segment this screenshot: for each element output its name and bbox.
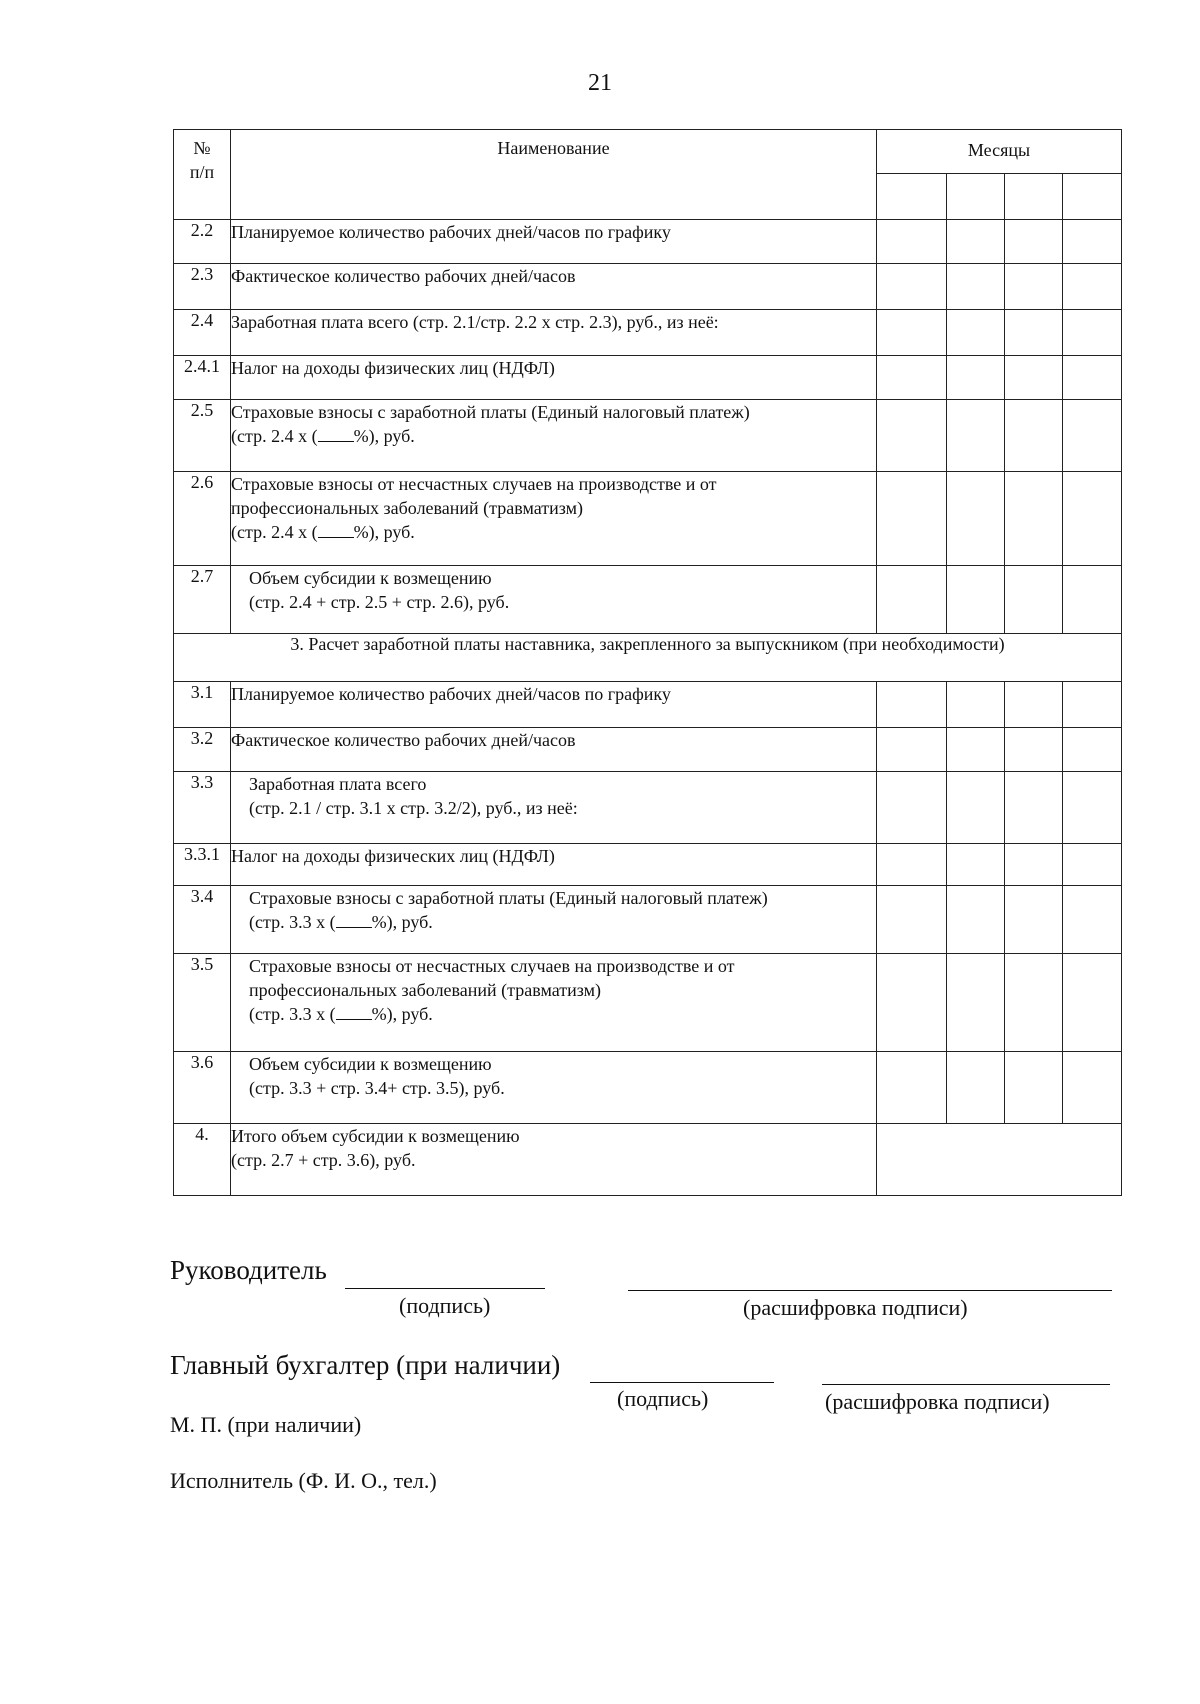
month-value-cell[interactable] bbox=[1005, 886, 1063, 954]
month-value-cell[interactable] bbox=[1063, 728, 1122, 772]
row-name-line: Объем субсидии к возмещению bbox=[249, 568, 492, 588]
month-value-cell[interactable] bbox=[947, 728, 1005, 772]
month-value-cell[interactable] bbox=[1005, 844, 1063, 886]
month-value-cell[interactable] bbox=[1063, 220, 1122, 264]
month-value-cell[interactable] bbox=[947, 472, 1005, 566]
formula-suffix: %), руб. bbox=[353, 522, 415, 542]
row-name-line: Заработная плата всего bbox=[249, 774, 427, 794]
month-value-cell[interactable] bbox=[1005, 356, 1063, 400]
month-value-cell[interactable] bbox=[1005, 264, 1063, 310]
head-decoding-line[interactable] bbox=[628, 1290, 1112, 1291]
month-value-cell[interactable] bbox=[947, 682, 1005, 728]
month-value-cell[interactable] bbox=[877, 220, 947, 264]
row-name bbox=[231, 728, 877, 772]
row-number: 3.4 bbox=[174, 886, 231, 954]
row-name-line: профессиональных заболеваний (травматизм) bbox=[249, 980, 601, 1000]
row-name-line: профессиональных заболеваний (травматизм) bbox=[231, 498, 583, 518]
executor-label: Исполнитель (Ф. И. О., тел.) bbox=[170, 1468, 437, 1493]
section-heading-row bbox=[174, 634, 1122, 682]
month-value-cell[interactable] bbox=[1063, 310, 1122, 356]
row-name-line: (стр. 2.4 + стр. 2.5 + стр. 2.6), руб. bbox=[249, 592, 510, 612]
month-value-cell[interactable] bbox=[1005, 220, 1063, 264]
month-value-cell[interactable] bbox=[947, 220, 1005, 264]
month-value-cell[interactable] bbox=[1063, 472, 1122, 566]
head-label: Руководитель bbox=[170, 1255, 327, 1285]
row-name-line: Планируемое количество рабочих дней/часов по графику bbox=[231, 684, 671, 704]
month-value-cell[interactable] bbox=[877, 566, 947, 634]
row-name-line: (стр. 3.3 + стр. 3.4+ стр. 3.5), руб. bbox=[249, 1078, 505, 1098]
row-number: 3.1 bbox=[174, 682, 231, 728]
row-name bbox=[231, 954, 877, 1052]
row-number: 3.6 bbox=[174, 1052, 231, 1124]
month-value-cell[interactable] bbox=[1063, 1052, 1122, 1124]
row-name bbox=[231, 356, 877, 400]
row-name-line: Объем субсидии к возмещению bbox=[249, 1054, 492, 1074]
row-formula-line bbox=[231, 424, 876, 448]
month-value-cell[interactable] bbox=[1005, 1052, 1063, 1124]
month-value-cell[interactable] bbox=[947, 400, 1005, 472]
month-value-cell[interactable] bbox=[947, 1052, 1005, 1124]
month-value-cell[interactable] bbox=[877, 400, 947, 472]
head-signature-caption: (подпись) bbox=[399, 1293, 491, 1318]
row-name bbox=[231, 264, 877, 310]
header-number-label: № п/п bbox=[189, 138, 215, 182]
row-number: 2.6 bbox=[174, 472, 231, 566]
formula-suffix: %), руб. bbox=[371, 912, 433, 932]
row-formula-line bbox=[249, 910, 876, 934]
month-value-cell[interactable] bbox=[1063, 844, 1122, 886]
table-row bbox=[174, 772, 1122, 844]
formula-prefix: (стр. 3.3 х ( bbox=[249, 912, 336, 932]
month-value-cell[interactable] bbox=[947, 844, 1005, 886]
subsidy-calculation-table bbox=[173, 129, 1122, 1196]
percent-blank-field[interactable] bbox=[318, 521, 354, 538]
month-value-cell[interactable] bbox=[1063, 400, 1122, 472]
row-name-line: Фактическое количество рабочих дней/часов bbox=[231, 266, 576, 286]
table-row bbox=[174, 1124, 1122, 1196]
row-name bbox=[231, 400, 877, 472]
row-name-line: (стр. 2.1 / стр. 3.1 х стр. 3.2/2), руб., из неё: bbox=[249, 798, 578, 818]
month-slot bbox=[947, 174, 1005, 220]
row-number: 3.5 bbox=[174, 954, 231, 1052]
month-value-cell[interactable] bbox=[1005, 472, 1063, 566]
total-value-cell[interactable] bbox=[877, 1124, 1122, 1196]
month-value-cell[interactable] bbox=[877, 310, 947, 356]
table-row bbox=[174, 400, 1122, 472]
row-formula-line bbox=[249, 1002, 876, 1026]
month-slot bbox=[877, 174, 947, 220]
month-value-cell[interactable] bbox=[1005, 772, 1063, 844]
row-name bbox=[231, 472, 877, 566]
month-value-cell[interactable] bbox=[877, 728, 947, 772]
month-value-cell[interactable] bbox=[877, 1052, 947, 1124]
month-value-cell[interactable] bbox=[877, 682, 947, 728]
percent-blank-field[interactable] bbox=[318, 425, 354, 442]
row-name bbox=[231, 1124, 877, 1196]
accountant-decoding-caption: (расшифровка подписи) bbox=[825, 1389, 1050, 1414]
page-number: 21 bbox=[588, 70, 612, 96]
table-row bbox=[174, 886, 1122, 954]
month-value-cell[interactable] bbox=[947, 356, 1005, 400]
table-row bbox=[174, 356, 1122, 400]
formula-prefix: (стр. 2.4 х ( bbox=[231, 426, 318, 446]
month-value-cell[interactable] bbox=[1063, 954, 1122, 1052]
row-name-line: Фактическое количество рабочих дней/часов bbox=[231, 730, 576, 750]
row-name-line: Заработная плата всего (стр. 2.1/стр. 2.2 х стр. 2.3), руб., из неё: bbox=[231, 312, 719, 332]
header-name-cell bbox=[231, 130, 877, 220]
formula-prefix: (стр. 2.4 х ( bbox=[231, 522, 318, 542]
month-value-cell[interactable] bbox=[1005, 728, 1063, 772]
month-value-cell[interactable] bbox=[877, 472, 947, 566]
row-number: 3.3 bbox=[174, 772, 231, 844]
month-value-cell[interactable] bbox=[947, 566, 1005, 634]
row-name-line: Страховые взносы от несчастных случаев на производстве и от bbox=[231, 474, 717, 494]
row-name-line: Страховые взносы с заработной платы (Единый налоговый платеж) bbox=[249, 888, 768, 908]
row-name bbox=[231, 220, 877, 264]
header-name-label: Наименование bbox=[497, 138, 610, 158]
percent-blank-field[interactable] bbox=[336, 1003, 372, 1020]
table-row bbox=[174, 264, 1122, 310]
row-name-line: (стр. 2.7 + стр. 3.6), руб. bbox=[231, 1150, 416, 1170]
month-value-cell[interactable] bbox=[947, 310, 1005, 356]
table-row bbox=[174, 566, 1122, 634]
table-row bbox=[174, 682, 1122, 728]
header-months-label: Месяцы bbox=[967, 140, 1031, 160]
month-value-cell[interactable] bbox=[1063, 264, 1122, 310]
row-number: 3.3.1 bbox=[174, 844, 231, 886]
month-value-cell[interactable] bbox=[1063, 356, 1122, 400]
table-row bbox=[174, 472, 1122, 566]
row-number: 2.3 bbox=[174, 264, 231, 310]
header-number-cell bbox=[174, 130, 231, 220]
month-value-cell[interactable] bbox=[947, 954, 1005, 1052]
month-value-cell[interactable] bbox=[1063, 886, 1122, 954]
table-row bbox=[174, 728, 1122, 772]
table-row bbox=[174, 220, 1122, 264]
row-name bbox=[231, 772, 877, 844]
month-value-cell[interactable] bbox=[1005, 954, 1063, 1052]
month-value-cell[interactable] bbox=[877, 954, 947, 1052]
stamp-place-label: М. П. (при наличии) bbox=[170, 1412, 362, 1437]
month-value-cell[interactable] bbox=[1005, 682, 1063, 728]
formula-suffix: %), руб. bbox=[371, 1004, 433, 1024]
table-header-row bbox=[174, 130, 1122, 174]
section-heading: 3. Расчет заработной платы наставника, закрепленного за выпускником (при необходимости) bbox=[174, 634, 1122, 682]
row-number: 2.4 bbox=[174, 310, 231, 356]
month-value-cell[interactable] bbox=[877, 264, 947, 310]
row-name-line: Итого объем субсидии к возмещению bbox=[231, 1126, 520, 1146]
month-value-cell[interactable] bbox=[1005, 400, 1063, 472]
accountant-signature-line[interactable] bbox=[590, 1382, 774, 1383]
month-value-cell[interactable] bbox=[877, 886, 947, 954]
row-number: 3.2 bbox=[174, 728, 231, 772]
table-row bbox=[174, 1052, 1122, 1124]
accountant-signature-caption: (подпись) bbox=[617, 1386, 709, 1411]
head-signature-line[interactable] bbox=[345, 1288, 545, 1289]
month-value-cell[interactable] bbox=[947, 886, 1005, 954]
month-value-cell[interactable] bbox=[877, 356, 947, 400]
accountant-label: Главный бухгалтер (при наличии) bbox=[170, 1350, 561, 1380]
month-value-cell[interactable] bbox=[1063, 566, 1122, 634]
month-slot bbox=[1063, 174, 1122, 220]
row-name bbox=[231, 1052, 877, 1124]
head-decoding-caption: (расшифровка подписи) bbox=[743, 1295, 968, 1320]
month-value-cell[interactable] bbox=[877, 844, 947, 886]
month-value-cell[interactable] bbox=[1063, 772, 1122, 844]
row-number: 2.2 bbox=[174, 220, 231, 264]
month-value-cell[interactable] bbox=[877, 772, 947, 844]
row-name-line: Налог на доходы физических лиц (НДФЛ) bbox=[231, 358, 555, 378]
formula-prefix: (стр. 3.3 х ( bbox=[249, 1004, 336, 1024]
row-name bbox=[231, 682, 877, 728]
row-number: 2.7 bbox=[174, 566, 231, 634]
row-name bbox=[231, 886, 877, 954]
row-number: 2.4.1 bbox=[174, 356, 231, 400]
accountant-decoding-line[interactable] bbox=[822, 1384, 1110, 1385]
month-value-cell[interactable] bbox=[1063, 682, 1122, 728]
month-value-cell[interactable] bbox=[947, 772, 1005, 844]
month-slot bbox=[1005, 174, 1063, 220]
row-name bbox=[231, 566, 877, 634]
month-value-cell[interactable] bbox=[1005, 566, 1063, 634]
month-value-cell[interactable] bbox=[1005, 310, 1063, 356]
row-name bbox=[231, 844, 877, 886]
row-name-line: Страховые взносы с заработной платы (Единый налоговый платеж) bbox=[231, 402, 750, 422]
table-row bbox=[174, 844, 1122, 886]
month-value-cell[interactable] bbox=[947, 264, 1005, 310]
row-formula-line bbox=[231, 520, 876, 544]
row-name-line: Планируемое количество рабочих дней/часов по графику bbox=[231, 222, 671, 242]
row-number: 4. bbox=[174, 1124, 231, 1196]
row-name-line: Страховые взносы от несчастных случаев на производстве и от bbox=[249, 956, 735, 976]
percent-blank-field[interactable] bbox=[336, 911, 372, 928]
table-row bbox=[174, 310, 1122, 356]
row-name bbox=[231, 310, 877, 356]
header-months-cell bbox=[877, 130, 1122, 174]
row-name-line: Налог на доходы физических лиц (НДФЛ) bbox=[231, 846, 555, 866]
table-row bbox=[174, 954, 1122, 1052]
row-number: 2.5 bbox=[174, 400, 231, 472]
formula-suffix: %), руб. bbox=[353, 426, 415, 446]
